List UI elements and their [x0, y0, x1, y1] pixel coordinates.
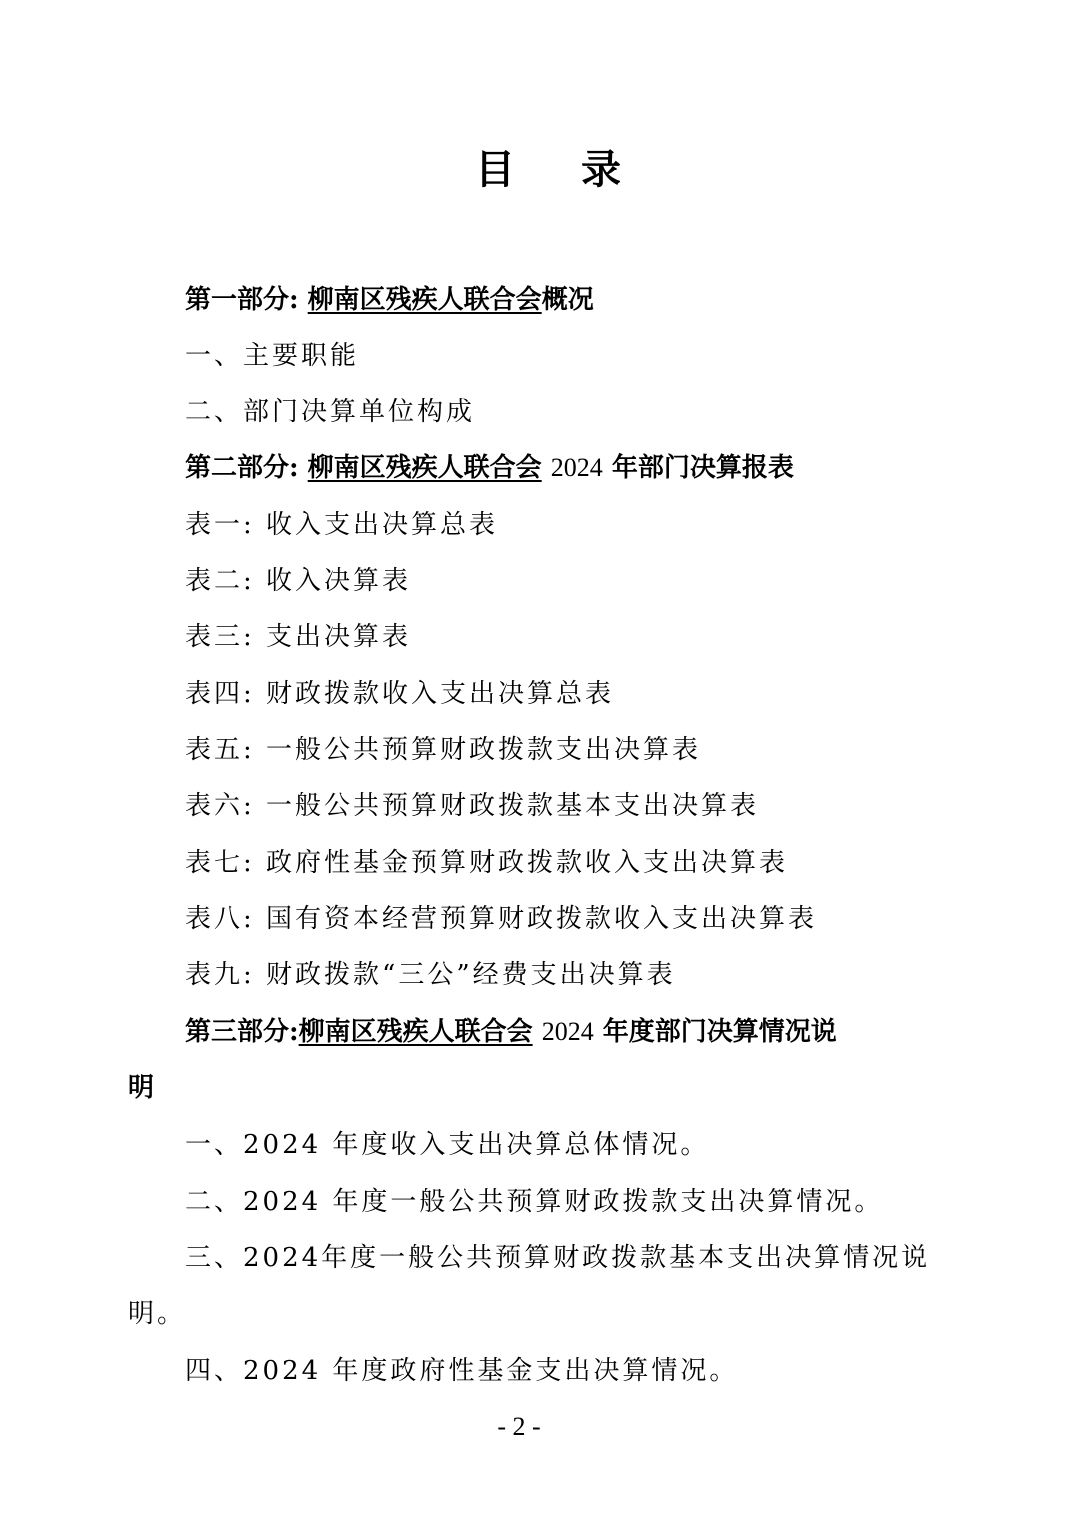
part1-org: 柳南区残疾人联合会 [307, 285, 542, 315]
page-number: - 2 - [497, 1412, 541, 1441]
table-list-item-7: 表七: 政府性基金预算财政拨款收入支出决算表 [185, 848, 789, 878]
table-list-item-1: 表一: 收入支出决算总表 [185, 510, 499, 540]
part3-heading [185, 1015, 837, 1049]
table-list-item-8: 表八: 国有资本经营预算财政拨款收入支出决算表 [185, 904, 818, 934]
part2-year: 2024 [550, 453, 603, 482]
part2-label: 第二部分: [185, 453, 299, 483]
table-list-item-3: 表三: 支出决算表 [185, 622, 412, 652]
title-char-1: 目 [475, 146, 517, 193]
part3-heading-wrap: 明 [128, 1073, 155, 1103]
part1-item-2: 二、部门决算单位构成 [185, 397, 476, 427]
part3-suffix: 年度部门决算情况说 [602, 1017, 837, 1047]
part3-label: 第三部分: [185, 1017, 299, 1047]
part3-org: 柳南区残疾人联合会 [298, 1017, 533, 1047]
part2-heading [185, 451, 794, 485]
part3-item-3: 三、2024年度一般公共预算财政拨款基本支出决算情况说 [185, 1243, 931, 1273]
table-list-item-2: 表二: 收入决算表 [185, 566, 412, 596]
part3-item-4: 四、2024 年度政府性基金支出决算情况。 [185, 1356, 739, 1386]
part1-item-1: 一、主要职能 [185, 341, 360, 371]
part2-suffix: 年部门决算报表 [611, 453, 794, 483]
table-list-item-4: 表四: 财政拨款收入支出决算总表 [185, 679, 615, 709]
table-list-item-5: 表五: 一般公共预算财政拨款支出决算表 [185, 735, 702, 765]
title-char-2: 录 [581, 146, 623, 193]
table-list-item-9: 表九: 财政拨款“三公”经费支出决算表 [185, 960, 676, 990]
part3-item-3-wrap: 明。 [128, 1299, 187, 1329]
part2-org: 柳南区残疾人联合会 [307, 453, 542, 483]
part3-year: 2024 [541, 1017, 594, 1046]
part3-item-1: 一、2024 年度收入支出决算总体情况。 [185, 1130, 710, 1160]
part1-suffix: 概况 [541, 285, 594, 315]
table-list-item-6: 表六: 一般公共预算财政拨款基本支出决算表 [185, 791, 760, 821]
part3-item-2: 二、2024 年度一般公共预算财政拨款支出决算情况。 [185, 1187, 884, 1217]
part1-heading [185, 283, 594, 317]
part1-label: 第一部分: [185, 285, 299, 315]
page-title [0, 138, 1074, 195]
